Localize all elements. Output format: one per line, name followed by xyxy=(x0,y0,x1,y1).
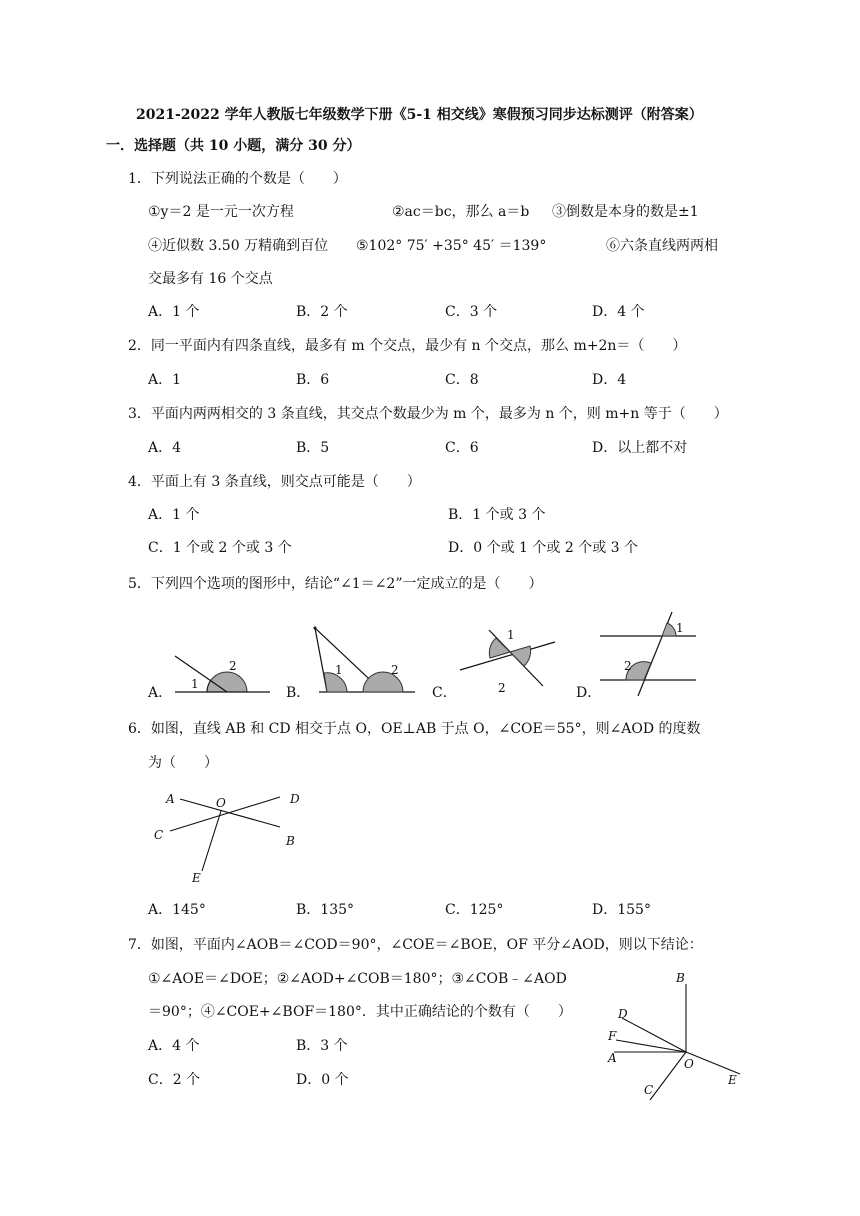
question-1-option-a: A．1 个 xyxy=(148,304,200,320)
question-2-option-a: A．1 xyxy=(148,372,182,388)
angle-1-label: 1 xyxy=(191,677,199,691)
point-o-label: O xyxy=(684,1057,694,1071)
angle-2-label: 2 xyxy=(624,659,632,673)
point-e-label: E xyxy=(192,871,201,885)
angle-2-label: 2 xyxy=(229,659,237,673)
question-4-option-d: D．0 个或 1 个或 2 个或 3 个 xyxy=(448,540,639,556)
question-6-option-a: A．145° xyxy=(148,902,206,918)
q6-figure xyxy=(150,785,310,885)
q7-figure xyxy=(600,968,750,1103)
point-d-label: D xyxy=(290,792,300,806)
question-3-option-c: C．6 xyxy=(445,440,479,456)
angle-2-label: 2 xyxy=(391,663,399,677)
q5-figure-c xyxy=(455,622,565,702)
question-3-option-a: A．4 xyxy=(148,440,182,456)
question-5-stem: 5．下列四个选项的图形中，结论“∠1＝∠2”一定成立的是（ ） xyxy=(128,576,543,592)
angle-1-label: 1 xyxy=(335,663,343,677)
question-7-option-c: C．2 个 xyxy=(148,1072,201,1088)
question-4-option-a: A．1 个 xyxy=(148,507,200,523)
q5-figure-d xyxy=(596,610,706,700)
question-6-option-c: C．125° xyxy=(445,902,504,918)
question-7-stem: 7．如图，平面内∠AOB＝∠COD＝90°，∠COE＝∠BOE，OF 平分∠AOD，则以下结论： xyxy=(128,937,703,953)
question-6-option-d: D．155° xyxy=(592,902,651,918)
point-f-label: F xyxy=(608,1029,617,1043)
point-a-label: A xyxy=(166,792,175,806)
question-1-statement-5: ⑤102° 75′ +35° 45′ ＝139° xyxy=(356,238,547,254)
question-7-line2: ①∠AOE＝∠DOE；②∠AOD+∠COB＝180°；③∠COB﹣∠AOD xyxy=(148,971,567,987)
question-7-option-d: D．0 个 xyxy=(296,1072,349,1088)
q5-figure-b xyxy=(305,622,425,697)
point-b-label: B xyxy=(286,834,295,848)
question-1-statement-2: ②ac＝bc，那么 a＝b xyxy=(392,204,530,220)
angle-1-sector xyxy=(662,623,676,636)
question-2-option-c: C．8 xyxy=(445,372,479,388)
point-e-label: E xyxy=(728,1073,737,1087)
angle-1-label: 1 xyxy=(507,628,515,642)
angle-2-sector xyxy=(510,646,531,666)
question-5-option-a: A． xyxy=(148,685,173,701)
question-5-option-d: D． xyxy=(576,685,602,701)
question-1-option-d: D．4 个 xyxy=(592,304,645,320)
point-c-label: C xyxy=(644,1083,654,1097)
question-1-statement-6b: 交最多有 16 个交点 xyxy=(148,271,273,287)
angle-2-label: 2 xyxy=(498,681,506,695)
question-6-stem-line1: 6．如图，直线 AB 和 CD 相交于点 O，OE⊥AB 于点 O，∠COE＝55°，则∠AOD 的度数 xyxy=(128,721,701,737)
section-heading: 一．选择题（共 10 小题，满分 30 分） xyxy=(106,138,361,154)
question-1-stem: 1．下列说法正确的个数是（ ） xyxy=(128,171,347,187)
question-1-option-c: C．3 个 xyxy=(445,304,498,320)
document-title: 2021-2022 学年人教版七年级数学下册《5-1 相交线》寒假预习同步达标测评（附答案） xyxy=(136,107,703,123)
question-1-statement-1: ①y＝2 是一元一次方程 xyxy=(148,204,294,220)
question-6-option-b: B．135° xyxy=(296,902,355,918)
question-5-option-b: B． xyxy=(286,685,311,701)
question-1-option-b: B．2 个 xyxy=(296,304,348,320)
question-7-option-b: B．3 个 xyxy=(296,1038,348,1054)
angle-1-label: 1 xyxy=(676,621,684,635)
question-7-option-a: A．4 个 xyxy=(148,1038,200,1054)
question-2-option-b: B．6 xyxy=(296,372,330,388)
point-o-label: O xyxy=(216,796,226,810)
point-c-label: C xyxy=(154,828,164,842)
question-2-stem: 2．同一平面内有四条直线，最多有 m 个交点，最少有 n 个交点，那么 m+2n＝（ ） xyxy=(128,338,687,354)
question-3-option-d: D．以上都不对 xyxy=(592,440,688,456)
q5-figure-a xyxy=(165,650,275,700)
question-1-statement-4: ④近似数 3.50 万精确到百位 xyxy=(148,238,329,254)
question-1-statement-3: ③倒数是本身的数是±1 xyxy=(552,204,699,220)
question-7-line3: ＝90°；④∠COE+∠BOF＝180°．其中正确结论的个数有（ ） xyxy=(148,1004,572,1020)
question-4-option-b: B．1 个或 3 个 xyxy=(448,507,546,523)
question-4-option-c: C．1 个或 2 个或 3 个 xyxy=(148,540,292,556)
question-3-stem: 3．平面内两两相交的 3 条直线，其交点个数最少为 m 个，最多为 n 个，则 m+n 等于（ ） xyxy=(128,406,728,422)
question-5-option-c: C． xyxy=(432,685,457,701)
question-4-stem: 4．平面上有 3 条直线，则交点可能是（ ） xyxy=(128,474,421,490)
point-a-label: A xyxy=(608,1051,617,1065)
question-6-stem-line2: 为（ ） xyxy=(148,755,218,771)
point-d-label: D xyxy=(618,1007,628,1021)
question-1-statement-6a: ⑥六条直线两两相 xyxy=(606,238,718,254)
question-3-option-b: B．5 xyxy=(296,440,330,456)
point-b-label: B xyxy=(676,971,685,985)
question-2-option-d: D．4 xyxy=(592,372,627,388)
